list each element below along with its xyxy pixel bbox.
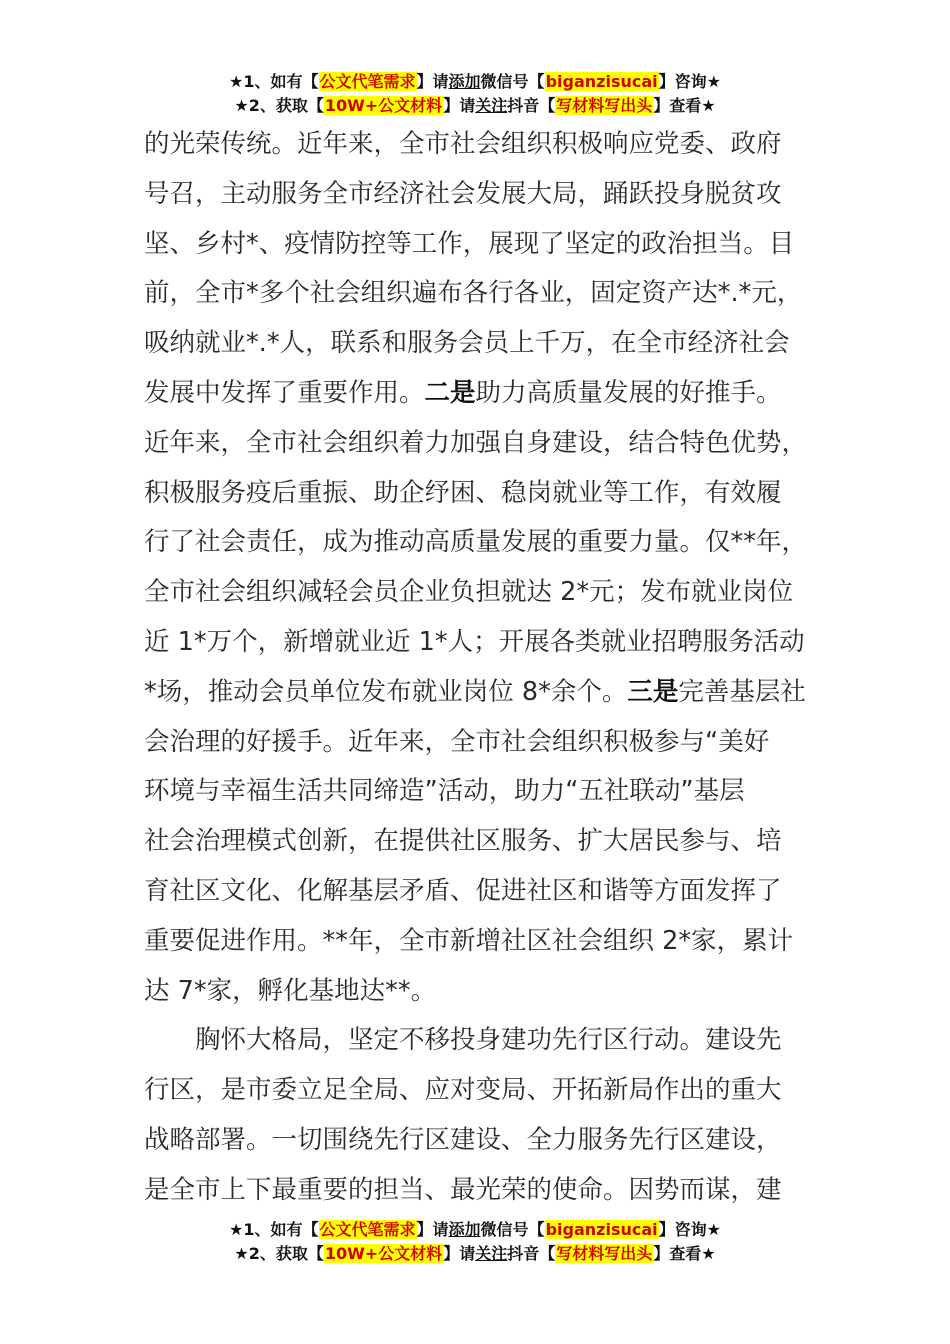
banner-highlight: 公文代笔需求 xyxy=(319,72,416,91)
body-line: 近年来，全市社会组织着力加强自身建设，结合特色优势， xyxy=(144,427,808,458)
banner-highlight: 10W+公文材料 xyxy=(324,1244,443,1263)
banner-text: 抖音【 xyxy=(507,1244,556,1263)
banner-text: 】查看★ xyxy=(653,96,716,115)
body-text-run: 助力高质量发展的好推手。 xyxy=(475,377,782,408)
body-line: 前，全市*多个社会组织遍布各行各业，固定资产达*.*元， xyxy=(144,278,803,309)
body-line: 的光荣传统。近年来，全市社会组织积极响应党委、政府 xyxy=(144,129,782,159)
document-body xyxy=(144,120,816,1216)
body-text-run: *场，推动会员单位发布就业岗位 8*余个。 xyxy=(144,676,628,707)
body-line: 育社区文化、化解基层矛盾、促进社区和谐等方面发挥了 xyxy=(144,875,782,906)
banner-wechat-id: biganzisucai xyxy=(545,1220,658,1239)
footer-banner xyxy=(0,1218,950,1266)
banner-highlight: 10W+公文材料 xyxy=(324,96,443,115)
banner-line-1 xyxy=(0,70,950,94)
body-line: 重要促进作用。**年，全市新增社区社会组织 2*家，累计 xyxy=(144,925,794,956)
banner-underlined: 添加 xyxy=(448,1220,481,1239)
body-line: 是全市上下最重要的担当、最光荣的使命。因势而谋，建 xyxy=(144,1174,782,1205)
body-line: 吸纳就业*.*人，联系和服务会员上千万，在全市经济社会 xyxy=(144,328,790,359)
paragraph-start-line: 胸怀大格局，坚定不移投身建功先行区行动。建设先 xyxy=(195,1025,782,1056)
body-text-run: 完善基层社 xyxy=(678,676,806,707)
banner-douyin-id: 写材料写出头 xyxy=(556,96,653,115)
banner-text: 微信号【 xyxy=(480,72,545,91)
banner-underlined: 关注 xyxy=(475,96,508,115)
header-banner xyxy=(0,70,950,118)
banner-line-2 xyxy=(0,1242,950,1266)
banner-text: 】请 xyxy=(416,1220,449,1239)
bold-marker: 二是 xyxy=(424,377,476,408)
body-line: 全市社会组织减轻会员企业负担就达 2*元；发布就业岗位 xyxy=(144,577,794,608)
body-line: 战略部署。一切围绕先行区建设、全力服务先行区建设， xyxy=(144,1124,782,1155)
bold-marker: 三是 xyxy=(627,676,679,707)
banner-highlight: 公文代笔需求 xyxy=(319,1220,416,1239)
banner-text: 】请 xyxy=(416,72,449,91)
banner-text: 】查看★ xyxy=(653,1244,716,1263)
body-line: 社会治理模式创新，在提供社区服务、扩大居民参与、培 xyxy=(144,826,782,857)
body-line: 号召，主动服务全市经济社会发展大局，踊跃投身脱贫攻 xyxy=(144,178,782,209)
banner-text: ★2、获取【 xyxy=(234,96,324,115)
banner-line-2 xyxy=(0,94,950,118)
banner-text: 】咨询★ xyxy=(658,1220,721,1239)
body-text-run: 发展中发挥了重要作用。 xyxy=(144,377,425,408)
body-line: 行区，是市委立足全局、应对变局、开拓新局作出的重大 xyxy=(144,1075,782,1106)
banner-text: 抖音【 xyxy=(507,96,556,115)
banner-text: ★1、如有【 xyxy=(229,1220,319,1239)
banner-text: 微信号【 xyxy=(480,1220,545,1239)
body-line: 行了社会责任，成为推动高质量发展的重要力量。仅**年， xyxy=(144,527,808,558)
body-line: 近 1*万个，新增就业近 1*人；开展各类就业招聘服务活动 xyxy=(144,626,805,657)
body-line: 会治理的好援手。近年来，全市社会组织积极参与“美好 xyxy=(144,726,770,757)
banner-text: 】请 xyxy=(443,1244,476,1263)
banner-text: 】咨询★ xyxy=(658,72,721,91)
banner-wechat-id: biganzisucai xyxy=(545,72,658,91)
body-line: 达 7*家，孵化基地达**。 xyxy=(144,975,437,1006)
banner-text: ★1、如有【 xyxy=(229,72,319,91)
banner-line-1 xyxy=(0,1218,950,1242)
banner-text: 】请 xyxy=(443,96,476,115)
body-line: 环境与幸福生活共同缔造”活动，助力“五社联动”基层 xyxy=(144,776,745,807)
body-line xyxy=(144,369,816,419)
banner-douyin-id: 写材料写出头 xyxy=(556,1244,653,1263)
banner-underlined: 关注 xyxy=(475,1244,508,1263)
body-line: 积极服务疫后重振、助企纾困、稳岗就业等工作，有效履 xyxy=(144,477,782,508)
body-line: 坚、乡村*、疫情防控等工作，展现了坚定的政治担当。目 xyxy=(144,228,795,259)
banner-underlined: 添加 xyxy=(448,72,481,91)
banner-text: ★2、获取【 xyxy=(234,1244,324,1263)
body-line xyxy=(144,668,816,718)
